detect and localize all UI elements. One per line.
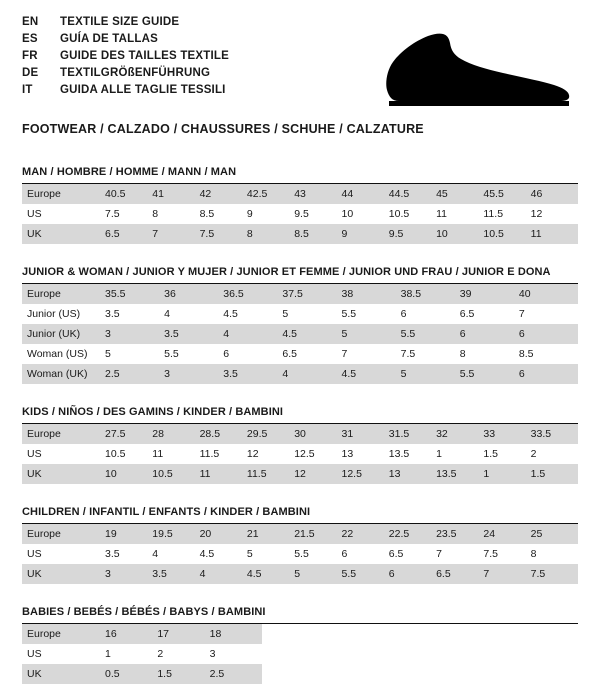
table-row [22,444,578,464]
cell: 3.5 [152,564,199,584]
cell: 10.5 [105,448,126,460]
cell: 7 [483,564,530,584]
cell: 0.5 [105,664,157,684]
cell: 3.5 [223,364,282,384]
cell: 31.5 [389,424,436,444]
cell: 28.5 [200,424,247,444]
row-label: US [27,208,42,220]
table-row [22,204,578,224]
section-title: MAN / HOMBRE / HOMME / MANN / MAN [22,166,237,178]
cell: 23.5 [436,524,483,544]
cell: 40.5 [105,184,152,204]
cell: 33 [483,424,530,444]
cell: 6.5 [282,348,297,360]
cell: 2 [157,648,164,660]
cell: 6.5 [105,224,152,244]
cell: 17 [157,624,209,644]
cell: 13 [341,448,354,460]
cell: 8 [152,208,159,220]
language-row [22,31,229,48]
cell: 6.5 [459,308,475,320]
cell: 42.5 [247,184,294,204]
row-label: Europe [22,184,105,204]
cell: 42 [200,184,247,204]
cell: 39 [460,284,519,304]
cell: 24 [483,524,530,544]
cell: 4.5 [199,548,215,560]
cell: 5 [401,364,460,384]
cell: 9.5 [389,224,436,244]
section-title: JUNIOR & WOMAN / JUNIOR Y MUJER / JUNIOR ET FEMME / JUNIOR UND FRAU / JUNIOR E DONA [22,266,551,278]
section-junior-woman [22,266,578,384]
cell: 27.5 [105,424,152,444]
cell: 7.5 [531,564,578,584]
cell: 7 [152,224,199,244]
cell: 5 [294,564,341,584]
cell: 38.5 [401,284,460,304]
cell: 40 [519,284,578,304]
table-row [22,544,578,564]
section-man [22,166,578,244]
cell: 5.5 [294,548,309,560]
table-row [22,364,578,384]
cell: 45.5 [483,184,530,204]
cell: 8 [247,224,294,244]
cell: 3.5 [105,548,120,560]
cell: 46 [531,184,578,204]
row-label: US [27,448,42,460]
row-label: Junior (UK) [22,324,105,344]
cell: 4 [152,548,159,560]
cell: 10.5 [388,208,410,220]
table-row [22,224,578,244]
cell: 10.5 [152,464,199,484]
cell: 5 [246,548,253,560]
cell: 8 [459,348,466,360]
section-babies [22,606,578,684]
size-table-man [22,184,578,244]
cell: 19 [105,524,152,544]
cell: 4 [164,308,170,320]
cell: 18 [210,624,262,644]
cell: 4.5 [282,324,341,344]
cell: 2 [530,448,537,460]
language-code: DE [22,67,39,79]
row-label: Woman (UK) [22,364,105,384]
cell: 11 [436,208,447,220]
cell: 6 [341,548,348,560]
language-code: IT [22,84,33,96]
table-row [22,664,262,684]
row-label: Europe [22,284,105,304]
size-table-junior-woman [22,284,578,384]
row-label: UK [22,464,105,484]
language-row [22,82,229,99]
language-title: GUÍA DE TALLAS [60,33,158,45]
cell: 7.5 [105,208,120,220]
cell: 41 [152,184,199,204]
row-label: Europe [22,424,105,444]
cell: 12 [246,448,259,460]
cell: 4.5 [223,308,238,320]
cell: 13.5 [436,464,483,484]
cell: 6.5 [388,548,404,560]
cell: 44 [341,184,388,204]
cell: 13.5 [388,448,410,460]
section-title: KIDS / NIÑOS / DES GAMINS / KINDER / BAMBINI [22,406,284,418]
size-table-kids [22,424,578,484]
language-code: ES [22,33,38,45]
language-title: GUIDA ALLE TAGLIE TESSILI [60,84,226,96]
cell: 5.5 [164,348,179,360]
cell: 22.5 [389,524,436,544]
cell: 12 [530,208,543,220]
cell: 5 [342,324,401,344]
cell: 8.5 [294,224,341,244]
cell: 32 [436,424,483,444]
cell: 11 [531,224,578,244]
cell: 1.5 [531,464,578,484]
cell: 12.5 [341,464,388,484]
row-label: US [27,548,42,560]
language-title-list [22,14,229,99]
cell: 4 [200,564,247,584]
page-header [22,14,578,108]
row-label: Woman (US) [27,348,88,360]
cell: 44.5 [389,184,436,204]
cell: 3 [209,648,216,660]
language-title: TEXTILGRÖßENFÜHRUNG [60,67,211,79]
cell: 6 [223,348,230,360]
cell: 6 [400,308,407,320]
cell: 6 [460,324,519,344]
cell: 11.5 [483,208,504,220]
cell: 8 [530,548,537,560]
cell: 6 [519,324,578,344]
cell: 7.5 [200,224,247,244]
cell: 10 [341,208,354,220]
section-children [22,506,578,584]
cell: 4.5 [342,364,401,384]
cell: 5 [105,348,111,360]
cell: 11.5 [247,464,294,484]
cell: 4 [282,364,341,384]
cell: 7 [518,308,525,320]
cell: 3 [164,364,223,384]
section-title: BABIES / BEBÉS / BÉBÉS / BABYS / BAMBINI [22,606,266,618]
cell: 7.5 [400,348,416,360]
cell: 7.5 [483,548,498,560]
cell: 11.5 [199,448,220,460]
row-label: UK [22,664,105,684]
cell: 10.5 [483,224,530,244]
cell: 3 [105,324,164,344]
cell: 3.5 [164,324,223,344]
cell: 19.5 [152,524,199,544]
language-row [22,65,229,82]
cell: 2.5 [210,664,262,684]
cell: 4.5 [247,564,294,584]
cell: 3.5 [105,308,120,320]
cell: 6.5 [436,564,483,584]
dress-shoe-icon [379,28,574,108]
language-code: FR [22,50,38,62]
cell: 22 [341,524,388,544]
cell: 11 [200,464,247,484]
language-title: TEXTILE SIZE GUIDE [60,16,180,28]
row-label: Europe [22,624,105,644]
cell: 6 [519,364,578,384]
size-table-babies [22,624,262,684]
cell: 20 [200,524,247,544]
cell: 33.5 [531,424,578,444]
table-row [22,284,578,304]
row-label: UK [22,564,105,584]
cell: 31 [341,424,388,444]
cell: 10 [436,224,483,244]
cell: 38 [342,284,401,304]
cell: 6 [389,564,436,584]
cell: 45 [436,184,483,204]
cell: 10 [105,464,152,484]
table-row [22,464,578,484]
cell: 30 [294,424,341,444]
row-label: UK [22,224,105,244]
cell: 12 [294,464,341,484]
section-title: CHILDREN / INFANTIL / ENFANTS / KINDER / BAMBINI [22,506,311,518]
cell: 5.5 [341,308,357,320]
cell: 8.5 [199,208,215,220]
language-row [22,14,229,31]
cell: 11 [152,448,164,460]
cell: 7 [436,548,442,560]
table-row [22,644,262,664]
cell: 21 [247,524,294,544]
cell: 28 [152,424,199,444]
cell: 9 [246,208,253,220]
section-kids [22,406,578,484]
table-row [22,564,578,584]
cell: 5.5 [460,364,519,384]
cell: 7 [341,348,348,360]
row-label: Junior (US) [27,308,81,320]
cell: 36.5 [223,284,282,304]
table-row [22,324,578,344]
table-row [22,524,578,544]
table-row [22,344,578,364]
cell: 5.5 [341,564,388,584]
cell: 1 [483,464,530,484]
cell: 35.5 [105,284,164,304]
cell: 4 [223,324,282,344]
cell: 1.5 [157,664,209,684]
table-row [22,624,262,644]
cell: 1.5 [483,448,498,460]
table-row [22,184,578,204]
cell: 13 [389,464,436,484]
cell: 43 [294,184,341,204]
row-label: Europe [22,524,105,544]
language-code: EN [22,16,39,28]
cell: 9 [341,224,388,244]
cell: 25 [531,524,578,544]
cell: 29.5 [247,424,294,444]
cell: 12.5 [294,448,315,460]
cell: 16 [105,624,157,644]
table-row [22,304,578,324]
size-table-children [22,524,578,584]
cell: 1 [105,648,111,660]
cell: 9.5 [294,208,309,220]
cell: 37.5 [282,284,341,304]
footwear-category-line: FOOTWEAR / CALZADO / CHAUSSURES / SCHUHE / CALZATURE [22,122,424,136]
cell: 5 [282,308,289,320]
row-label: US [27,648,42,660]
cell: 21.5 [294,524,341,544]
cell: 36 [164,284,223,304]
cell: 8.5 [518,348,534,360]
cell: 2.5 [105,364,164,384]
cell: 5.5 [401,324,460,344]
cell: 3 [105,564,152,584]
language-title: GUIDE DES TAILLES TEXTILE [60,50,229,62]
language-row [22,48,229,65]
table-row [22,424,578,444]
cell: 1 [436,448,442,460]
